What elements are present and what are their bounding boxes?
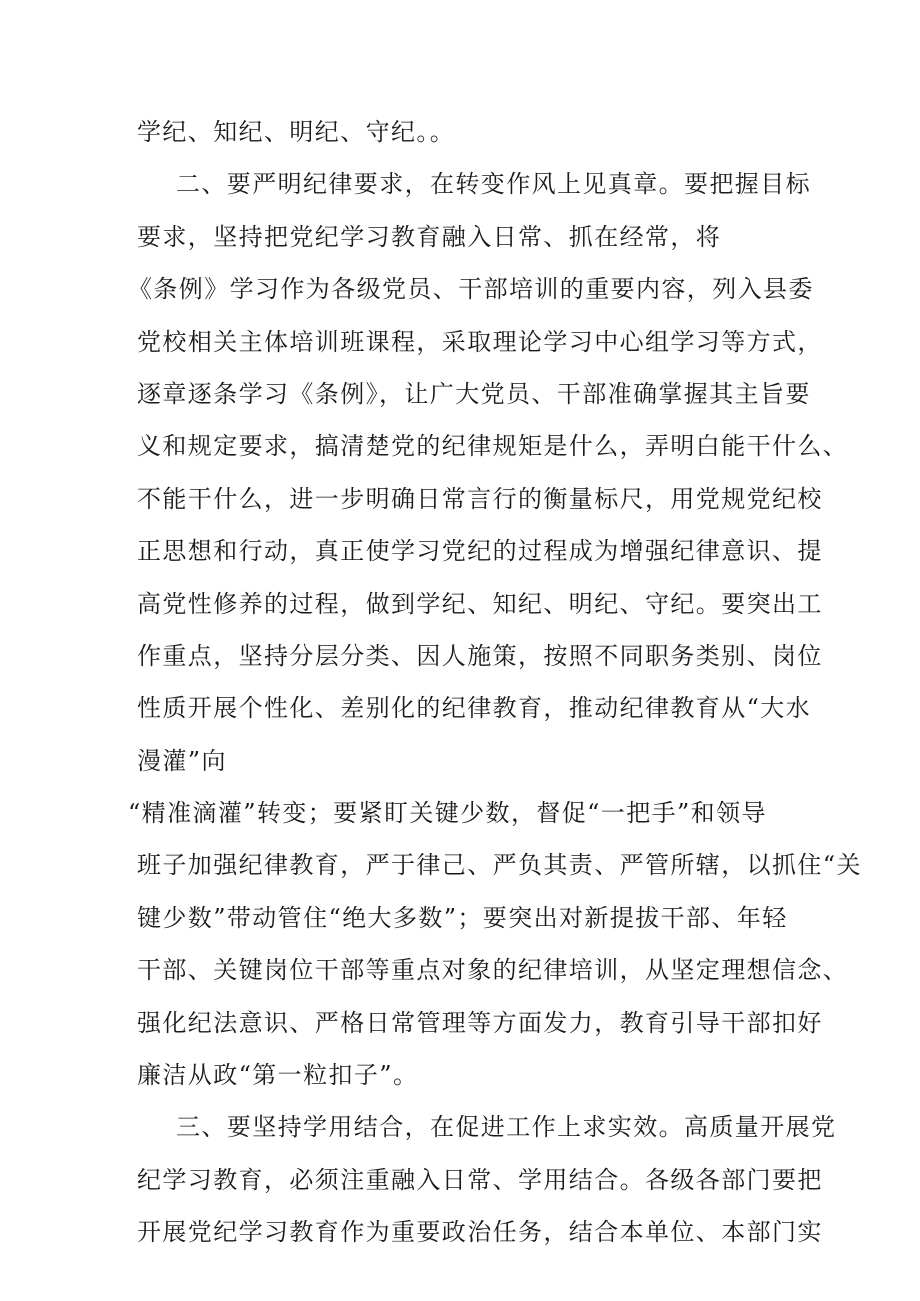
- text-line: “精准滴灌”转变；要紧盯关键少数，督促“一把手”和领导: [128, 799, 767, 828]
- document-body: [0, 108, 920, 1261]
- text-line: 要求，坚持把党纪学习教育融入日常、抓在经常，将: [137, 222, 722, 251]
- text-line: 廉洁从政“第一粒扣子”。: [137, 1061, 419, 1090]
- text-line: 学纪、知纪、明纪、守纪。。: [137, 118, 456, 146]
- text-line: 作重点，坚持分层分类、因人施策，按照不同职务类别、岗位: [137, 641, 823, 670]
- text-line: 党校相关主体培训班课程，采取理论学习中心组学习等方式，: [137, 327, 823, 356]
- paragraph-start-line: 三、要坚持学用结合，在促进工作上求实效。高质量开展党: [176, 1113, 837, 1142]
- text-line: 逐章逐条学习《条例》，让广大党员、干部准确掌握其主旨要: [137, 379, 811, 408]
- text-line: 班子加强纪律教育，严于律己、严负其责、严管所辖，以抓住“关: [137, 851, 862, 880]
- text-line: 正思想和行动，真正使学习党纪的过程成为增强纪律意识、提: [137, 537, 823, 566]
- text-line: 开展党纪学习教育作为重要政治任务，结合本单位、本部门实: [137, 1218, 823, 1247]
- text-line: 不能干什么，进一步明确日常言行的衡量标尺，用党规党纪校: [137, 484, 823, 513]
- text-line: 键少数”带动管住“绝大多数”；要突出对新提拔干部、年轻: [137, 903, 788, 932]
- text-line: 高党性修养的过程，做到学纪、知纪、明纪、守纪。要突出工: [137, 589, 823, 618]
- text-line: 纪学习教育，必须注重融入日常、学用结合。各级各部门要把: [137, 1165, 823, 1194]
- text-line: 漫灌”向: [137, 746, 227, 775]
- text-line: 强化纪法意识、严格日常管理等方面发力，教育引导干部扣好: [137, 1008, 823, 1037]
- text-line: 《条例》学习作为各级党员、干部培训的重要内容，列入县委: [128, 275, 814, 304]
- text-line: 性质开展个性化、差别化的纪律教育，推动纪律教育从“大水: [137, 694, 812, 723]
- text-line: 义和规定要求，搞清楚党的纪律规矩是什么，弄明白能干什么、: [137, 432, 849, 461]
- paragraph-start-line: 二、要严明纪律要求，在转变作风上见真章。要把握目标: [176, 170, 811, 199]
- text-line: 干部、关键岗位干部等重点对象的纪律培训，从坚定理想信念、: [137, 956, 849, 985]
